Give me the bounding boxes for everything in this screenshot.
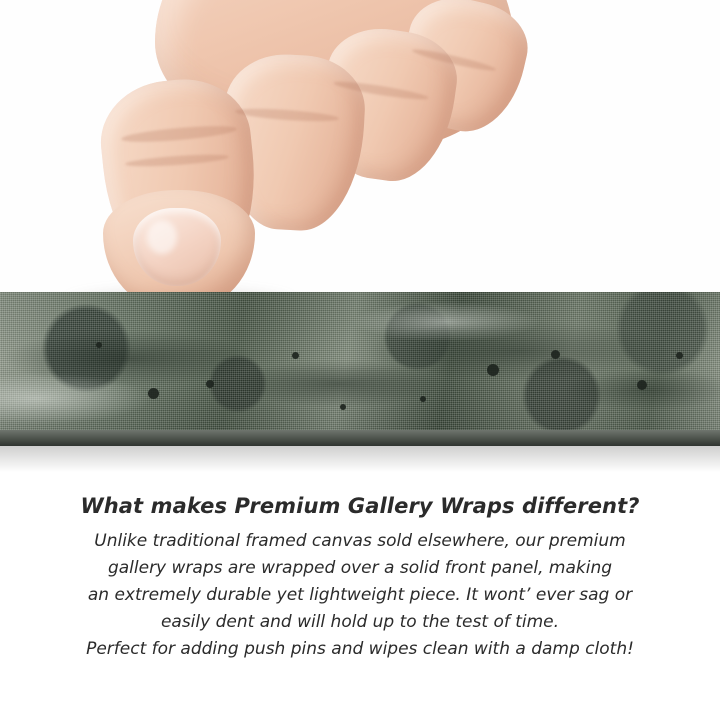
caption-line: Unlike traditional framed canvas sold elsewhere, our premium: [94, 531, 626, 551]
fingernail: [133, 208, 221, 286]
canvas-speck: [637, 380, 647, 390]
caption-line: gallery wraps are wrapped over a solid front panel, making: [107, 558, 613, 578]
canvas-speck: [148, 388, 159, 399]
caption-body: [0, 528, 720, 663]
caption-line: easily dent and will hold up to the test of time.: [160, 612, 560, 632]
fingernail-highlight: [147, 220, 177, 254]
canvas-speck: [676, 352, 683, 359]
canvas-speck: [206, 380, 214, 388]
hand-pressing-canvas: [95, 0, 515, 310]
caption-line: Perfect for adding push pins and wipes clean with a damp cloth!: [86, 639, 634, 659]
caption-line: an extremely durable yet lightweight piece. It wont’ ever sag or: [87, 585, 633, 605]
canvas-drop-shadow: [0, 446, 720, 472]
canvas-speck: [487, 364, 499, 376]
canvas-bottom-edge: [0, 430, 720, 446]
canvas-speck: [551, 350, 560, 359]
canvas-speck: [420, 396, 426, 402]
canvas-paint-smudges: [0, 292, 720, 440]
canvas-speck: [96, 342, 102, 348]
canvas-speck: [340, 404, 346, 410]
canvas-speck: [292, 352, 299, 359]
gallery-wrap-canvas-edge: [0, 292, 720, 440]
caption-heading: What makes Premium Gallery Wraps different?: [80, 494, 640, 518]
caption-block: [0, 494, 720, 663]
